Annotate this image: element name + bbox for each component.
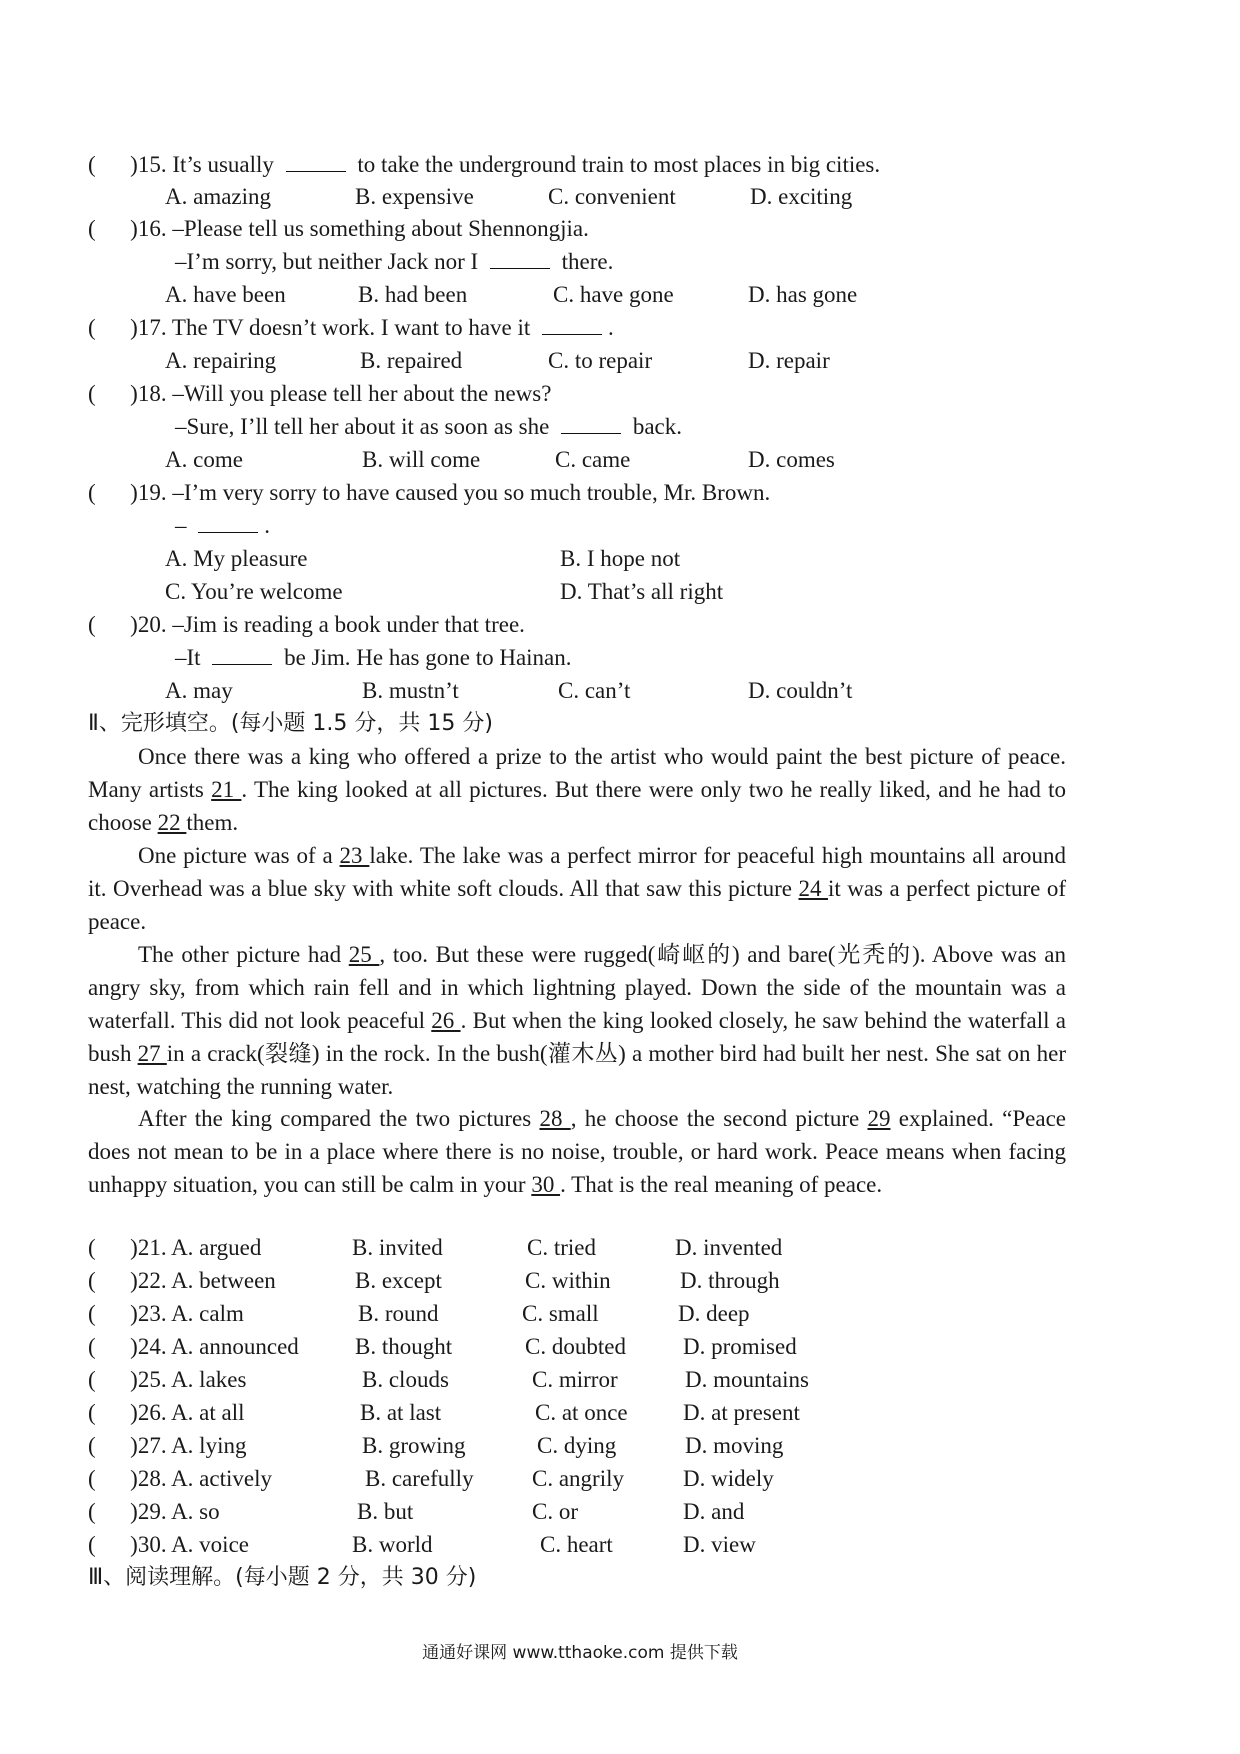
cloze-question-22: ( )22. A. between (88, 1268, 276, 1293)
cloze-question-27: ( )27. A. lying (88, 1433, 247, 1458)
option-d: D. widely (683, 1466, 774, 1491)
question-16-reply: –I’m sorry, but neither Jack nor I there. (175, 249, 614, 274)
cloze-question-28: ( )28. A. actively (88, 1466, 272, 1491)
option-c: C. to repair (548, 348, 653, 373)
option-c: C. mirror (532, 1367, 618, 1392)
question-20: ( )20. –Jim is reading a book under that tree. (88, 612, 525, 637)
option-c: C. have gone (553, 282, 674, 307)
option-b: B. clouds (362, 1367, 449, 1392)
option-b: B. invited (352, 1235, 443, 1260)
passage-paragraph-1: Once there was a king who offered a prize to the artist who would paint the best picture of peace. Many artists 21 . The king looked at all pictures. But there were only two he really liked, and he had to choose 22 them. (88, 744, 1066, 835)
cloze-question-25: ( )25. A. lakes (88, 1367, 247, 1392)
option-b: B. will come (362, 447, 481, 472)
answer-blank (542, 314, 602, 335)
option-d: D. couldn’t (748, 678, 853, 703)
option-b: B. world (352, 1532, 433, 1557)
cloze-question-29: ( )29. A. so (88, 1499, 220, 1524)
question-19: ( )19. –I’m very sorry to have caused you so much trouble, Mr. Brown. (88, 480, 771, 505)
option-a: A. amazing (165, 184, 272, 209)
option-d: D. exciting (750, 184, 853, 209)
option-d: D. That’s all right (560, 579, 724, 604)
option-b: B. thought (355, 1334, 453, 1359)
option-b: B. mustn’t (362, 678, 459, 703)
option-d: D. at present (683, 1400, 800, 1425)
option-b: B. carefully (365, 1466, 474, 1491)
option-a: A. come (165, 447, 243, 472)
question-20-reply: –It be Jim. He has gone to Hainan. (175, 645, 572, 670)
answer-blank (198, 512, 258, 533)
option-d: D. invented (675, 1235, 783, 1260)
option-d: D. comes (748, 447, 835, 472)
cloze-question-24: ( )24. A. announced (88, 1334, 299, 1359)
option-c: C. angrily (532, 1466, 624, 1491)
option-c: C. or (532, 1499, 578, 1524)
passage-paragraph-4: After the king compared the two pictures 28 , he choose the second picture 29 explained. “Peace does not mean to be in a place where there is no noise, trouble, or hard work. Peace means when facing unhappy situation, you can still be calm in your 30 . That is the real meaning of peace. (88, 1106, 1066, 1197)
option-c: C. tried (527, 1235, 596, 1260)
blank-30: 30 (531, 1172, 561, 1197)
answer-blank (212, 644, 272, 665)
option-b: B. repaired (360, 348, 463, 373)
blank-29: 29 (867, 1106, 891, 1131)
blank-23: 23 (339, 843, 370, 868)
blank-21: 21 (211, 777, 242, 802)
option-a: A. have been (165, 282, 286, 307)
blank-24: 24 (798, 876, 828, 901)
option-d: D. repair (748, 348, 830, 373)
option-b: B. at last (360, 1400, 442, 1425)
question-16: ( )16. –Please tell us something about Shennongjia. (88, 216, 589, 241)
option-d: D. has gone (748, 282, 858, 307)
question-17: ( )17. The TV doesn’t work. I want to have it . (88, 315, 614, 340)
blank-28: 28 (539, 1106, 571, 1131)
option-c: C. at once (535, 1400, 628, 1425)
option-c: C. dying (537, 1433, 617, 1458)
option-d: D. deep (678, 1301, 750, 1326)
blank-26: 26 (431, 1008, 461, 1033)
passage-paragraph-2: One picture was of a 23 lake. The lake was a perfect mirror for peaceful high mountains all around it. Overhead was a blue sky with white soft clouds. All that saw this picture 24 it was a perfect picture of peace. (88, 843, 1066, 934)
option-c: C. convenient (548, 184, 676, 209)
option-c: C. can’t (558, 678, 631, 703)
section-title-reading: Ⅲ、阅读理解。(每小题 2 分，共 30 分) (88, 1565, 477, 1590)
cloze-question-26: ( )26. A. at all (88, 1400, 245, 1425)
option-d: D. view (683, 1532, 756, 1557)
cloze-question-23: ( )23. A. calm (88, 1301, 244, 1326)
blank-22: 22 (157, 810, 187, 835)
question-15: ( )15. It’s usually to take the underground train to most places in big cities. (88, 152, 881, 177)
page-footer: 通通好课网 www.tthaoke.com 提供下载 (422, 1643, 738, 1663)
option-b: B. expensive (355, 184, 474, 209)
option-d: D. moving (685, 1433, 784, 1458)
section-title-cloze: Ⅱ、完形填空。(每小题 1.5 分，共 15 分) (88, 711, 493, 736)
option-b: B. I hope not (560, 546, 681, 571)
answer-blank (286, 151, 346, 172)
option-a: A. repairing (165, 348, 277, 373)
option-c: C. within (525, 1268, 611, 1293)
passage-paragraph-3: The other picture had 25 , too. But these were rugged(崎岖的) and bare(光秃的). Above was an angry sky, from which rain fell and in which lightning played. Down the side of the mountain was a waterfall. This did not look peaceful 26 . But when the king looked closely, he saw behind the waterfall a bush 27 in a crack(裂缝) in the rock. In the bush(灌木丛) a mother bird had built her nest. She sat on her nest, watching the running water. (88, 942, 1067, 1099)
option-d: D. through (680, 1268, 780, 1293)
option-d: D. mountains (685, 1367, 809, 1392)
cloze-question-21: ( )21. A. argued (88, 1235, 262, 1260)
option-a: A. My pleasure (165, 546, 308, 571)
option-b: B. growing (362, 1433, 466, 1458)
option-a: A. may (165, 678, 233, 703)
option-d: D. promised (683, 1334, 797, 1359)
option-b: B. but (357, 1499, 414, 1524)
option-c: C. You’re welcome (165, 579, 343, 604)
option-c: C. heart (540, 1532, 613, 1557)
option-d: D. and (683, 1499, 745, 1524)
answer-blank (561, 413, 621, 434)
question-19-reply: – . (175, 513, 270, 538)
option-c: C. doubted (525, 1334, 626, 1359)
option-c: C. came (555, 447, 631, 472)
answer-blank (490, 248, 550, 269)
question-18-reply: –Sure, I’ll tell her about it as soon as she back. (175, 414, 682, 439)
cloze-question-30: ( )30. A. voice (88, 1532, 249, 1557)
blank-27: 27 (137, 1041, 167, 1066)
option-c: C. small (522, 1301, 599, 1326)
blank-25: 25 (348, 942, 380, 967)
option-b: B. had been (358, 282, 468, 307)
option-b: B. round (358, 1301, 439, 1326)
option-b: B. except (355, 1268, 442, 1293)
question-18: ( )18. –Will you please tell her about the news? (88, 381, 552, 406)
